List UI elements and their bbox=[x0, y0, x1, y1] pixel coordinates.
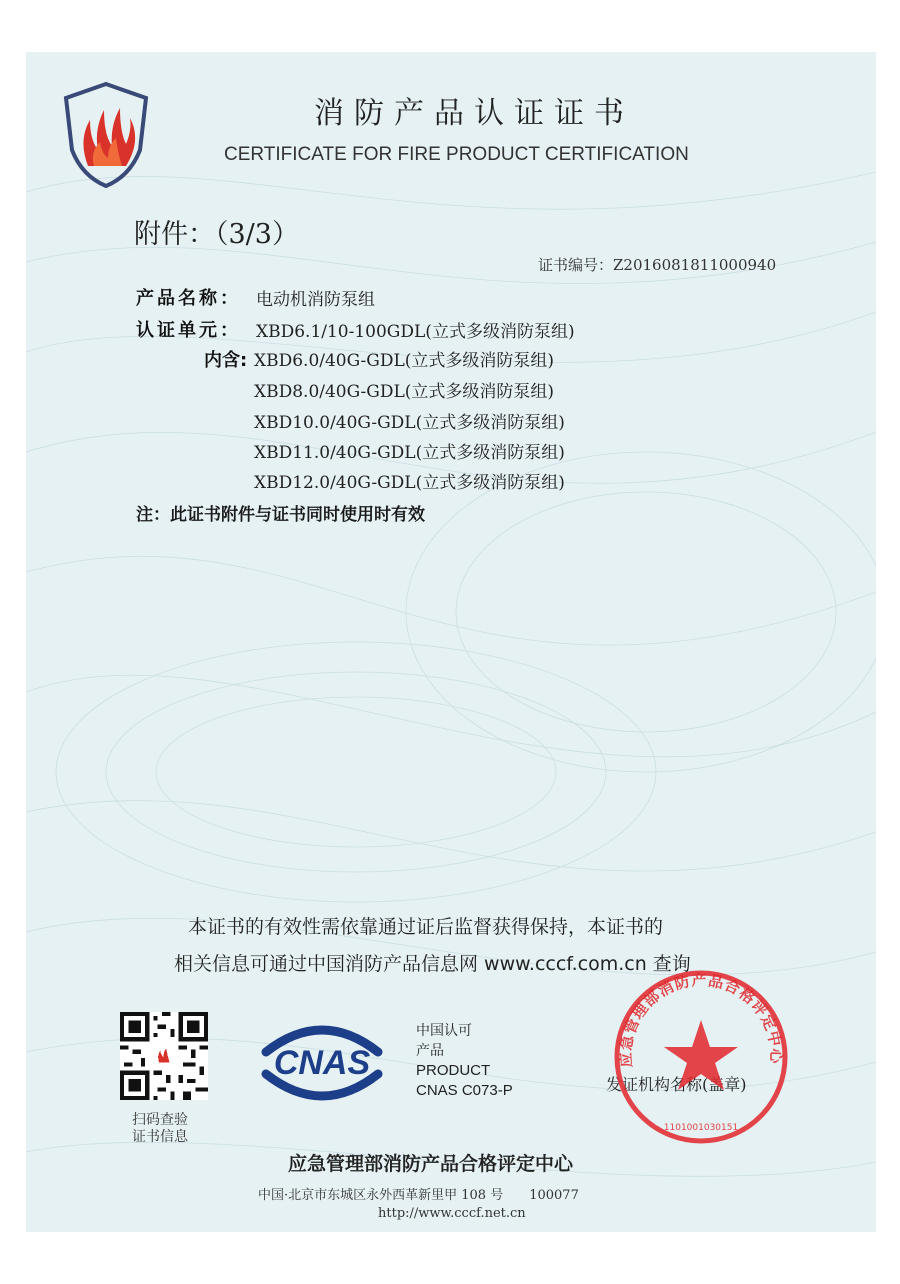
model-item: XBD11.0/40G-GDL(立式多级消防泵组) bbox=[254, 443, 565, 463]
cnas-accreditation-number: CNAS C073-P bbox=[416, 1082, 513, 1099]
cnas-line3: PRODUCT bbox=[416, 1062, 491, 1079]
model-item: XBD12.0/40G-GDL(立式多级消防泵组) bbox=[254, 473, 565, 493]
qr-caption-line2: 证书信息 bbox=[132, 1129, 188, 1145]
fire-certification-logo bbox=[60, 80, 152, 190]
cnas-line1: 中国认可 bbox=[416, 1023, 472, 1039]
contains-label: 内含: bbox=[204, 350, 248, 371]
product-name-label: 产品名称： bbox=[136, 288, 241, 309]
product-name-value: 电动机消防泵组 bbox=[256, 290, 375, 310]
certificate-title-cn: 消防产品认证证书 bbox=[314, 96, 634, 131]
certificate-sheet bbox=[26, 52, 876, 1232]
validity-statement-line1: 本证书的有效性需依靠通过证后监督获得保持，本证书的 bbox=[188, 916, 664, 938]
official-seal bbox=[606, 962, 796, 1152]
cnas-logo-text: CNAS bbox=[273, 1044, 371, 1082]
certification-unit-value: XBD6.1/10-100GDL(立式多级消防泵组) bbox=[256, 322, 575, 342]
certification-unit-label: 认证单元： bbox=[136, 320, 241, 341]
model-item: XBD10.0/40G-GDL(立式多级消防泵组) bbox=[254, 413, 565, 433]
cnas-line2: 产品 bbox=[416, 1043, 444, 1059]
cnas-logo bbox=[252, 1014, 392, 1110]
qr-code bbox=[120, 1012, 208, 1100]
organization-url[interactable]: http://www.cccf.net.cn bbox=[378, 1206, 526, 1221]
certificate-number: 证书编号：Z2016081811000940 bbox=[538, 256, 777, 274]
model-item: XBD6.0/40G-GDL(立式多级消防泵组) bbox=[254, 351, 555, 371]
certificate-title-en: CERTIFICATE FOR FIRE PRODUCT CERTIFICATION bbox=[224, 144, 689, 165]
seal-number: 1101001030151 bbox=[663, 1123, 739, 1133]
organization-address: 中国·北京市东城区永外西革新里甲 108 号 100077 bbox=[258, 1188, 579, 1203]
attachment-note: 注：此证书附件与证书同时使用时有效 bbox=[136, 505, 425, 525]
attachment-label: 附件：（3/3） bbox=[134, 219, 299, 250]
issuing-organization: 应急管理部消防产品合格评定中心 bbox=[288, 1153, 574, 1175]
qr-caption-line1: 扫码查验 bbox=[132, 1112, 188, 1128]
seal-text: 应急管理部消防产品合格评定中心 bbox=[616, 971, 786, 1068]
model-item: XBD8.0/40G-GDL(立式多级消防泵组) bbox=[254, 382, 555, 402]
issuer-label: 发证机构名称(盖章) bbox=[606, 1075, 747, 1094]
validity-statement-line2: 相关信息可通过中国消防产品信息网 www.cccf.com.cn 查询 bbox=[174, 953, 691, 975]
